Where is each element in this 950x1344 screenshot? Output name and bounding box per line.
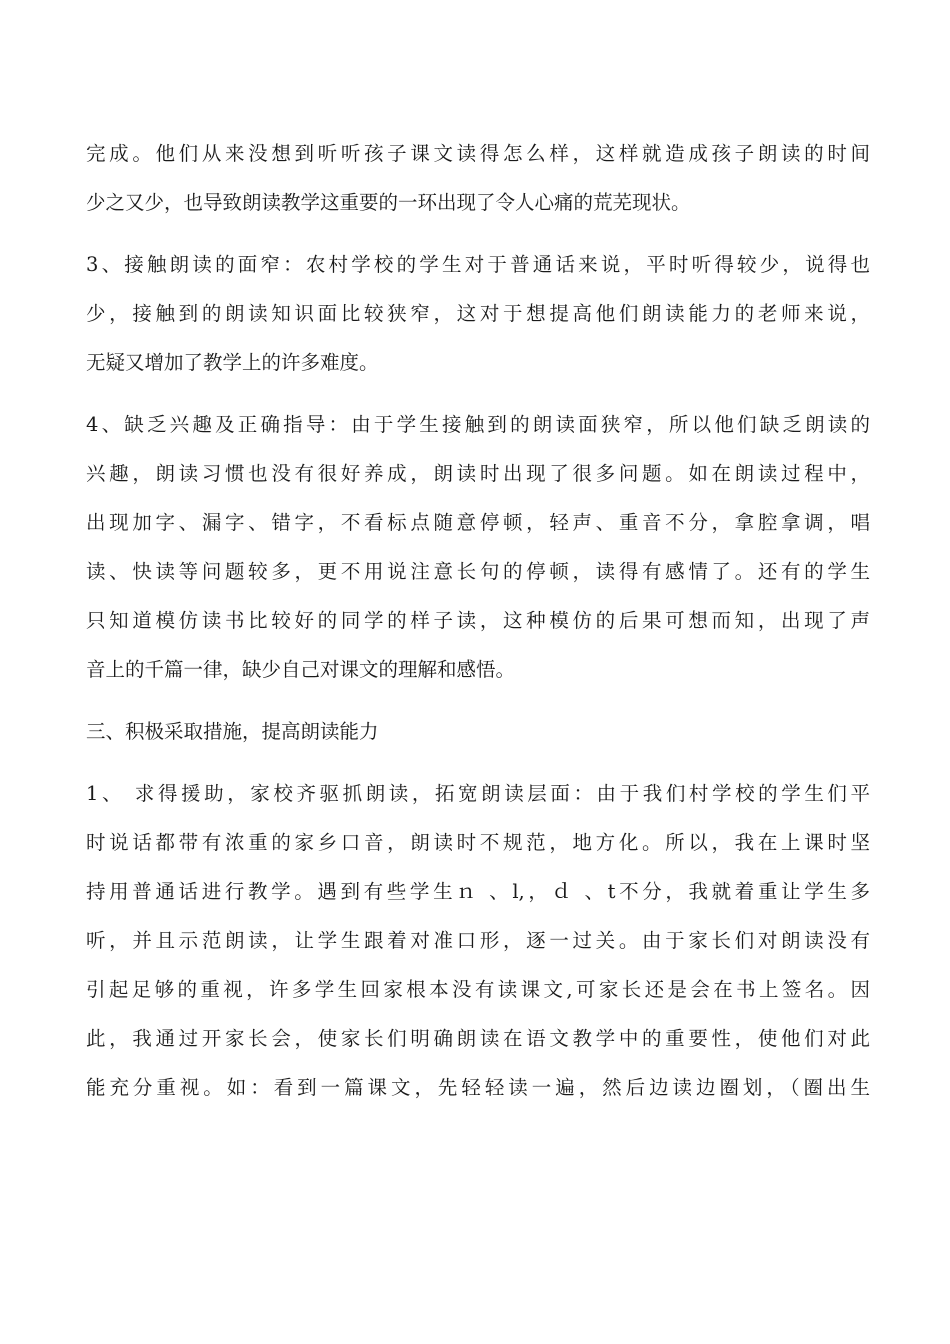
paragraph-continuation [86,129,870,227]
text-line: 时说话都带有浓重的家乡口音，朗读时不规范，地方化。所以，我在上课时坚 [86,831,870,854]
text-line: 能充分重视。如：看到一篇课文，先轻轻读一遍，然后边读边圈划，（圈出生 [86,1076,870,1099]
text-line: 无疑又增加了教学上的许多难度。 [86,351,379,374]
text-line: 只知道模仿读书比较好的同学的样子读，这种模仿的后果可想而知，出现了声 [86,609,870,632]
text-line: 出现加字、漏字、错字，不看标点随意停顿，轻声、重音不分，拿腔拿调，唱 [86,511,870,534]
text-line: 听，并且示范朗读，让学生跟着对准口形，逐一过关。由于家长们对朗读没有 [86,929,870,952]
text-line: 持用普通话进行教学。遇到有些学生ｎ 、l,，ｄ 、t不分，我就着重让学生多 [86,880,870,903]
paragraph-item-3 [86,240,870,387]
section-heading [86,707,870,756]
text-line: 音上的千篇一律，缺少自己对课文的理解和感悟。 [86,658,516,681]
paragraph-measure-1 [86,769,870,1112]
text-line: 1、 求得援助，家校齐驱抓朗读，拓宽朗读层面：由于我们村学校的学生们平 [86,782,870,805]
text-line: 读、快读等问题较多，更不用说注意长句的停顿，读得有感情了。还有的学生 [86,560,870,583]
text-line: 3、接触朗读的面窄：农村学校的学生对于普通话来说，平时听得较少，说得也 [86,253,870,276]
text-line: 引起足够的重视，许多学生回家根本没有读课文,可家长还是会在书上签名。因 [86,978,870,1001]
text-line: 三、积极采取措施，提高朗读能力 [86,720,379,743]
text-line: 少，接触到的朗读知识面比较狭窄，这对于想提高他们朗读能力的老师来说， [86,302,870,325]
text-line: 4、缺乏兴趣及正确指导：由于学生接触到的朗读面狭窄，所以他们缺乏朗读的 [86,413,870,436]
text-line: 此，我通过开家长会，使家长们明确朗读在语文教学中的重要性，使他们对此 [86,1027,870,1050]
paragraph-item-4 [86,400,870,694]
text-line: 少之又少，也导致朗读教学这重要的一环出现了令人心痛的荒芜现状。 [86,191,691,214]
text-line: 完成。他们从来没想到听听孩子课文读得怎么样，这样就造成孩子朗读的时间 [86,142,870,165]
body-text [86,129,870,1112]
text-line: 兴趣，朗读习惯也没有很好养成，朗读时出现了很多问题。如在朗读过程中， [86,462,870,485]
